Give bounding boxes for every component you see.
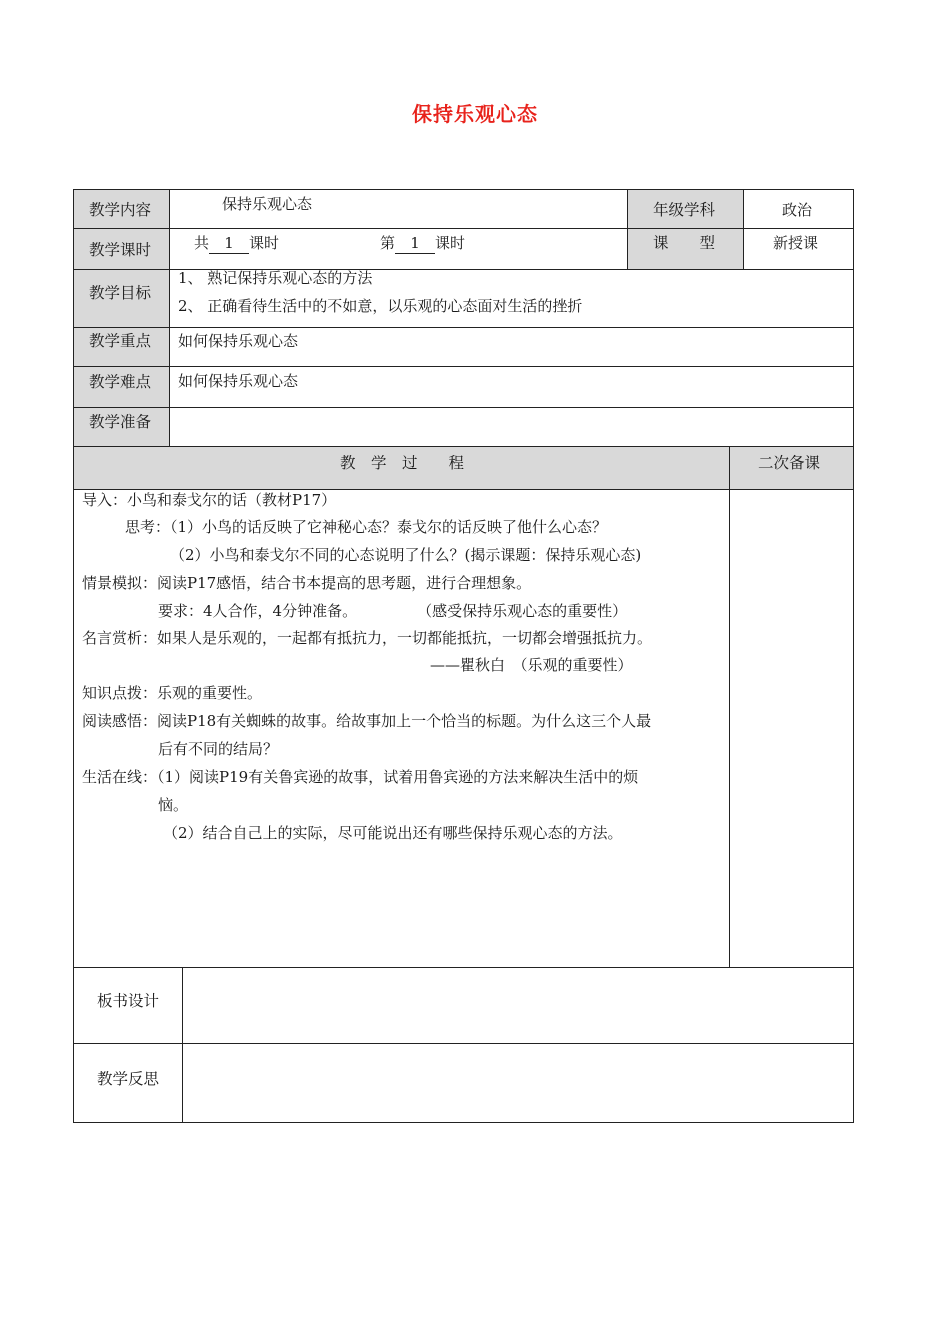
board-design-label: 板书设计 (97, 992, 160, 1010)
grade-label: 年级学科 (653, 201, 716, 219)
difficulty-value: 如何保持乐观心态 (178, 372, 299, 390)
hours-total-suffix: 课时 (249, 234, 280, 252)
grid-line (73, 189, 74, 1123)
second-prep-header: 二次备课 (758, 454, 821, 472)
grid-line (73, 366, 854, 367)
content-label: 教学内容 (89, 201, 152, 219)
grid-line (743, 189, 744, 270)
keypoint-value: 如何保持乐观心态 (178, 332, 299, 350)
process-line: 恼。 (158, 796, 189, 814)
goal-item: 2、 正确看待生活中的不如意，以乐观的心态面对生活的挫折 (178, 297, 583, 315)
keypoint-label: 教学重点 (89, 332, 152, 350)
grid-line (73, 327, 854, 328)
grade-value: 政治 (782, 201, 813, 219)
grid-line (182, 967, 183, 1123)
process-line: 思考：（1）小鸟的话反映了它神秘心态？泰戈尔的话反映了他什么心态？ (125, 518, 608, 536)
difficulty-label: 教学难点 (89, 373, 152, 391)
goal-item: 1、 熟记保持乐观心态的方法 (178, 269, 373, 287)
hours-label: 教学课时 (89, 241, 152, 259)
process-line: ——瞿秋白 （乐观的重要性） (430, 656, 633, 674)
process-line: （2）结合自己上的实际，尽可能说出还有哪些保持乐观心态的方法。 (163, 824, 623, 842)
process-line: 生活在线：（1）阅读P19有关鲁宾逊的故事，试着用鲁宾逊的方法来解决生活中的烦 (82, 768, 639, 786)
hours-total (194, 233, 279, 254)
grid-line (73, 1122, 854, 1123)
type-value: 新授课 (773, 234, 819, 252)
hours-total-prefix: 共 (194, 234, 210, 252)
grid-line (853, 189, 854, 1123)
grid-line (73, 189, 854, 190)
process-line: 导入：小鸟和泰戈尔的话（教材P17） (82, 491, 337, 509)
hours-total-value: 1 (209, 233, 249, 254)
grid-line (73, 228, 854, 229)
grid-line (627, 189, 628, 270)
type-label: 课 型 (653, 234, 716, 252)
process-header: 教 学 过 程 (340, 454, 465, 472)
hours-nth-value: 1 (395, 233, 435, 254)
process-line: 要求：4人合作，4分钟准备。 （感受保持乐观心态的重要性） (158, 602, 628, 620)
process-line: 阅读感悟：阅读P18有关蜘蛛的故事。给故事加上一个恰当的标题。为什么这三个人最 (82, 712, 652, 730)
process-line: 后有不同的结局？ (158, 740, 279, 758)
preparation-label: 教学准备 (89, 413, 152, 431)
grid-line (729, 446, 730, 968)
reflection-label: 教学反思 (97, 1070, 160, 1088)
hours-nth-prefix: 第 (380, 234, 396, 252)
grid-line (73, 1043, 854, 1044)
process-line: 知识点拨：乐观的重要性。 (82, 684, 263, 702)
goals-label: 教学目标 (89, 284, 152, 302)
grid-line (169, 189, 170, 447)
process-line: 情景模拟：阅读P17感悟，结合书本提高的思考题，进行合理想象。 (82, 574, 532, 592)
process-line: （2）小鸟和泰戈尔不同的心态说明了什么？(揭示课题：保持乐观心态) (170, 546, 642, 564)
content-value: 保持乐观心态 (222, 195, 313, 213)
hours-nth (380, 233, 465, 254)
page-title: 保持乐观心态 (412, 102, 538, 126)
process-line: 名言赏析：如果人是乐观的，一起都有抵抗力，一切都能抵抗，一切都会增强抵抗力。 (82, 629, 653, 647)
grid-line (73, 967, 854, 968)
grid-line (73, 407, 854, 408)
grid-line (73, 446, 854, 447)
hours-nth-suffix: 课时 (435, 234, 466, 252)
